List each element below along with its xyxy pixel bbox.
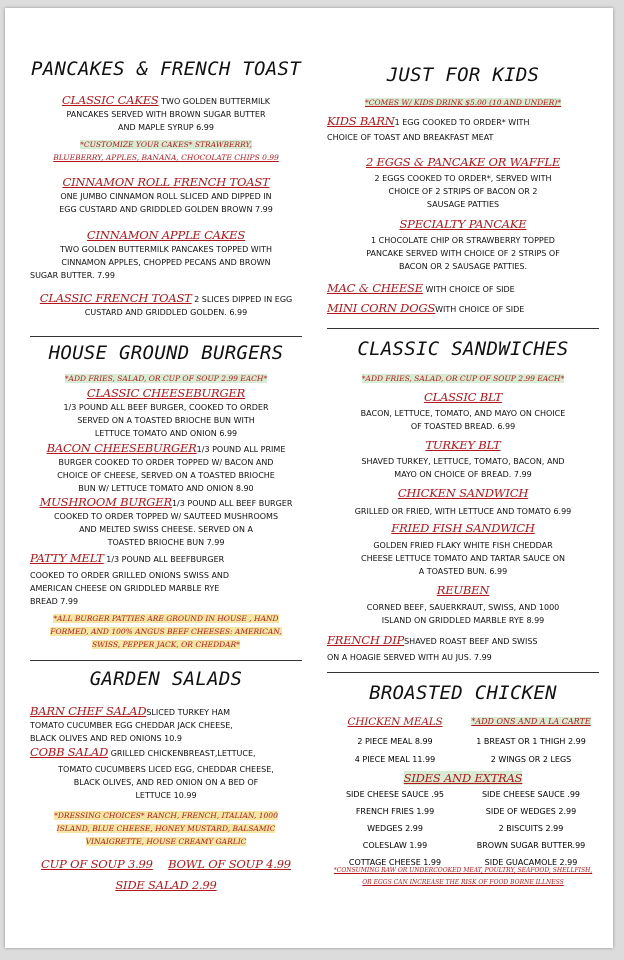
burgers-note-text: *ADD FRIES, SALAD, OR CUP OF SOUP 2.99 EACH* bbox=[64, 374, 268, 383]
addons-label: *ADD ONS AND A LA CARTE bbox=[471, 717, 591, 726]
burgers-note bbox=[30, 372, 302, 385]
dressing-note-line: ISLAND, BLUE CHEESE, HONEY MUSTARD, BALSAMIC bbox=[56, 824, 276, 833]
side-item: SIDE GUACAMOLE 2.99 bbox=[484, 858, 578, 867]
specialty-pancake-desc: 1 CHOCOLATE CHIP OR STRAWBERRY TOPPED bbox=[371, 236, 555, 245]
cinnamon-roll-name: CINNAMON ROLL FRENCH TOAST bbox=[62, 175, 270, 189]
divider bbox=[30, 660, 302, 661]
soup-row bbox=[30, 856, 302, 874]
reuben-item bbox=[327, 584, 599, 627]
cobb-salad-desc: TOMATO CUCUMBERS LICED EGG, CHEDDAR CHEESE, bbox=[58, 765, 274, 774]
cinnamon-roll-desc: ONE JUMBO CINNAMON ROLL SLICED AND DIPPED IN bbox=[60, 192, 272, 201]
classic-blt-price: OF TOASTED BREAD. 6.99 bbox=[410, 422, 516, 431]
side-item: 2 BISCUITS 2.99 bbox=[498, 824, 564, 833]
mushroom-burger-desc: COOKED TO ORDER TOPPED W/ SAUTEED MUSHROOMS bbox=[53, 512, 279, 521]
mac-cheese-desc: WITH CHOICE OF SIDE bbox=[425, 285, 515, 294]
cinnamon-apple-desc: TWO GOLDEN BUTTERMILK PANCAKES TOPPED WITH bbox=[60, 245, 272, 254]
four-piece-meal: 4 PIECE MEAL 11.99 bbox=[354, 755, 436, 764]
cinnamon-apple-name: CINNAMON APPLE CAKES bbox=[86, 228, 246, 242]
sides-label-row bbox=[327, 770, 599, 788]
side-item: COTTAGE CHEESE 1.99 bbox=[348, 858, 442, 867]
patty-melt-name: PATTY MELT bbox=[30, 551, 104, 565]
cinnamon-apple-item bbox=[30, 229, 302, 282]
classic-blt-desc: BACON, LETTUCE, TOMATO, AND MAYO ON CHOICE bbox=[360, 409, 566, 418]
food-warning-line: OR EGGS CAN INCREASE THE RISK OF FOOD BORNE ILLNESS bbox=[362, 879, 564, 886]
chicken-grid bbox=[327, 714, 599, 766]
divider bbox=[327, 328, 599, 329]
fish-sandwich-price: A TOASTED BUN. 6.99 bbox=[418, 567, 508, 576]
patty-melt-desc: COOKED TO ORDER GRILLED ONIONS SWISS AND bbox=[30, 571, 230, 580]
cobb-salad-name: COBB SALAD bbox=[30, 745, 109, 759]
salads-title: GARDEN SALADS bbox=[89, 668, 243, 690]
dressing-note-line: *DRESSING CHOICES* RANCH, FRENCH, ITALIAN, 1000 bbox=[54, 811, 278, 820]
breast-or-thigh: 1 BREAST OR 1 THIGH 2.99 bbox=[476, 737, 586, 746]
bacon-cheeseburger-desc: CHOICE OF CHEESE, SERVED ON A TOASTED BRIOCHE bbox=[57, 471, 275, 480]
mini-corn-dogs-item bbox=[327, 300, 599, 318]
specialty-pancake-item bbox=[327, 218, 599, 273]
reuben-desc: CORNED BEEF, SAUERKRAUT, SWISS, AND 1000 bbox=[366, 603, 560, 612]
patty-melt-desc: 1/3 POUND ALL BEEFBURGER bbox=[106, 555, 225, 564]
bowl-of-soup: BOWL OF SOUP 4.99 bbox=[168, 857, 291, 871]
mini-corn-dogs-name: MINI CORN DOGS bbox=[327, 301, 436, 315]
mac-cheese-name: MAC & CHEESE bbox=[327, 281, 423, 295]
classic-cheeseburger-price: LETTUCE TOMATO AND ONION 6.99 bbox=[94, 429, 238, 438]
side-item: SIDE CHEESE SAUCE .95 bbox=[345, 790, 445, 799]
burger-footer-line: SWISS, PEPPER JACK, OR CHEDDAR* bbox=[92, 640, 240, 649]
side-salad: SIDE SALAD 2.99 bbox=[115, 878, 217, 892]
patty-melt-price: BREAD 7.99 bbox=[30, 597, 79, 606]
burger-footer-line: *ALL BURGER PATTIES ARE GROUND IN HOUSE , HAND bbox=[53, 614, 279, 623]
bacon-cheeseburger-desc: BURGER COOKED TO ORDER TOPPED W/ BACON AND bbox=[58, 458, 274, 467]
customize-note bbox=[30, 138, 302, 164]
chicken-sandwich-name: CHICKEN SANDWICH bbox=[397, 486, 529, 500]
bacon-cheeseburger-price: BUN W/ LETTUCE TOMATO AND ONION 8.90 bbox=[78, 484, 254, 493]
side-item: COLESLAW 1.99 bbox=[362, 841, 428, 850]
french-dip-item bbox=[327, 634, 599, 664]
side-item: SIDE CHEESE SAUCE .99 bbox=[481, 790, 581, 799]
sides-grid bbox=[327, 788, 599, 869]
classic-cheeseburger-desc: SERVED ON A TOASTED BRIOCHE BUN WITH bbox=[77, 416, 255, 425]
divider bbox=[327, 672, 599, 673]
barn-chef-salad-price: BLACK OLIVES AND RED ONIONS 10.9 bbox=[30, 734, 182, 743]
side-salad-row bbox=[30, 877, 302, 895]
eggs-pancake-item bbox=[327, 156, 599, 211]
cup-of-soup: CUP OF SOUP 3.99 bbox=[41, 857, 153, 871]
burgers-title: HOUSE GROUND BURGERS bbox=[48, 342, 284, 364]
burger-footer-line: FORMED, AND 100% ANGUS BEEF CHEESES: AMERICAN, bbox=[50, 627, 282, 636]
barn-chef-salad-item bbox=[30, 705, 302, 745]
sandwiches-note-text: *ADD FRIES, SALAD, OR CUP OF SOUP 2.99 EACH* bbox=[361, 374, 565, 383]
side-item: BROWN SUGAR BUTTER.99 bbox=[476, 841, 586, 850]
cinnamon-roll-desc: EGG CUSTARD AND GRIDDLED GOLDEN BROWN 7.99 bbox=[59, 205, 273, 214]
mini-corn-dogs-desc: WITH CHOICE OF SIDE bbox=[435, 305, 525, 314]
kids-note-text: *COMES W/ KIDS DRINK $5.00 (10 AND UNDER)* bbox=[365, 98, 561, 107]
french-dip-price: ON A HOAGIE SERVED WITH AU JUS. 7.99 bbox=[327, 653, 492, 662]
two-piece-meal: 2 PIECE MEAL 8.99 bbox=[357, 737, 433, 746]
fish-sandwich-desc: GOLDEN FRIED FLAKY WHITE FISH CHEDDAR bbox=[373, 541, 553, 550]
classic-cheeseburger-name: CLASSIC CHEESEBURGER bbox=[86, 386, 246, 400]
mushroom-burger-desc: 1/3 POUND ALL BEEF BURGER bbox=[171, 499, 293, 508]
wings-or-legs: 2 WINGS OR 2 LEGS bbox=[490, 755, 572, 764]
classic-cakes-price: AND MAPLE SYRUP 6.99 bbox=[118, 123, 214, 132]
french-toast-item bbox=[30, 292, 302, 319]
fish-sandwich-item bbox=[327, 522, 599, 578]
cobb-salad-desc: BLACK OLIVES, AND RED ONION ON A BED OF bbox=[73, 778, 259, 787]
food-warning-line: *CONSUMING RAW OR UNDERCOOKED MEAT, POULTRY, SEAFOOD, SHELLFISH, bbox=[333, 867, 593, 874]
bacon-cheeseburger-desc: 1/3 POUND ALL PRIME bbox=[196, 445, 286, 454]
mac-cheese-item bbox=[327, 280, 599, 298]
eggs-pancake-desc: 2 EGGS COOKED TO ORDER*, SERVED WITH bbox=[374, 174, 552, 183]
side-item: WEDGES 2.99 bbox=[367, 824, 423, 833]
chicken-sandwich-item bbox=[327, 487, 599, 518]
classic-cakes-name: CLASSIC CAKES bbox=[61, 93, 159, 107]
sandwiches-title: CLASSIC SANDWICHES bbox=[357, 338, 569, 360]
cobb-salad-price: LETTUCE 10.99 bbox=[135, 791, 197, 800]
patty-melt-item bbox=[30, 552, 302, 608]
side-item: SIDE OF WEDGES 2.99 bbox=[485, 807, 577, 816]
sides-extras-label: SIDES AND EXTRAS bbox=[403, 771, 523, 785]
customize-note-line: *CUSTOMIZE YOUR CAKES* STRAWBERRY, bbox=[80, 140, 252, 149]
bacon-cheeseburger-item bbox=[30, 442, 302, 495]
divider bbox=[30, 336, 302, 337]
eggs-pancake-desc: CHOICE OF 2 STRIPS OF BACON OR 2 bbox=[388, 187, 538, 196]
fish-sandwich-desc: CHEESE LETTUCE TOMATO AND TARTAR SAUCE ON bbox=[361, 554, 565, 563]
mushroom-burger-name: MUSHROOM BURGER bbox=[39, 495, 172, 509]
reuben-price: ISLAND ON GRIDDLED MARBLE RYE 8.99 bbox=[381, 616, 545, 625]
turkey-blt-price: MAYO ON CHOICE OF BREAD. 7.99 bbox=[394, 470, 532, 479]
bacon-cheeseburger-name: BACON CHEESEBURGER bbox=[46, 441, 197, 455]
turkey-blt-desc: SHAVED TURKEY, LETTUCE, TOMATO, BACON, AND bbox=[361, 457, 565, 466]
classic-cakes-desc: PANCAKES SERVED WITH BROWN SUGAR BUTTER bbox=[66, 110, 266, 119]
classic-cakes-desc: TWO GOLDEN BUTTERMILK bbox=[161, 97, 271, 106]
dressing-note-line: VINAIGRETTE, HOUSE CREAMY GARLIC bbox=[85, 837, 247, 846]
reuben-name: REUBEN bbox=[436, 583, 490, 597]
kids-barn-item bbox=[327, 115, 599, 144]
french-dip-desc: SHAVED ROAST BEEF AND SWISS bbox=[404, 637, 538, 646]
cinnamon-roll-item bbox=[30, 176, 302, 216]
mushroom-burger-desc: AND MELTED SWISS CHEESE. SERVED ON A bbox=[79, 525, 253, 534]
specialty-pancake-name: SPECIALTY PANCAKE bbox=[399, 217, 527, 231]
barn-chef-salad-desc: SLICED TURKEY HAM bbox=[146, 708, 231, 717]
pancakes-title: PANCAKES & FRENCH TOAST bbox=[31, 58, 301, 80]
kids-note bbox=[327, 96, 599, 109]
french-toast-desc: 2 SLICES DIPPED IN EGG bbox=[194, 295, 293, 304]
sandwiches-note bbox=[327, 372, 599, 385]
food-warning bbox=[327, 864, 599, 888]
patty-melt-desc: AMERICAN CHEESE ON GRIDDLED MARBLE RYE bbox=[30, 584, 220, 593]
chicken-sandwich-desc: GRILLED OR FRIED, WITH LETTUCE AND TOMATO 6.99 bbox=[354, 507, 572, 516]
classic-blt-item bbox=[327, 391, 599, 433]
fish-sandwich-name: FRIED FISH SANDWICH bbox=[391, 521, 535, 535]
classic-cheeseburger-desc: 1/3 POUND ALL BEEF BURGER, COOKED TO ORDER bbox=[63, 403, 269, 412]
french-toast-name: CLASSIC FRENCH TOAST bbox=[39, 291, 192, 305]
kids-title: JUST FOR KIDS bbox=[386, 64, 540, 86]
french-toast-price: CUSTARD AND GRIDDLED GOLDEN. 6.99 bbox=[84, 308, 248, 317]
menu-page bbox=[5, 8, 613, 948]
broasted-chicken-title: BROASTED CHICKEN bbox=[369, 682, 557, 704]
dressing-note bbox=[30, 809, 302, 848]
kids-barn-name: KIDS BARN bbox=[327, 114, 395, 128]
turkey-blt-item bbox=[327, 439, 599, 481]
side-item: FRENCH FRIES 1.99 bbox=[355, 807, 435, 816]
french-dip-name: FRENCH DIP bbox=[327, 633, 405, 647]
eggs-pancake-name: 2 EGGS & PANCAKE OR WAFFLE bbox=[365, 155, 561, 169]
mushroom-burger-price: TOASTED BRIOCHE BUN 7.99 bbox=[107, 538, 225, 547]
cobb-salad-desc: GRILLED CHICKENBREAST,LETTUCE, bbox=[110, 749, 256, 758]
classic-cheeseburger-item bbox=[30, 387, 302, 440]
cinnamon-apple-desc: CINNAMON APPLES, CHOPPED PECANS AND BROWN bbox=[61, 258, 271, 267]
barn-chef-salad-name: BARN CHEF SALAD bbox=[30, 704, 147, 718]
cobb-salad-item bbox=[30, 746, 302, 802]
specialty-pancake-desc: BACON OR 2 SAUSAGE PATTIES. bbox=[398, 262, 527, 271]
customize-note-line: BLUEBERRY, APPLES, BANANA, CHOCOLATE CHIPS 0.99 bbox=[53, 153, 279, 162]
chicken-meals-label: CHICKEN MEALS bbox=[347, 716, 443, 728]
barn-chef-salad-desc: TOMATO CUCUMBER EGG CHEDDAR JACK CHEESE, bbox=[30, 721, 233, 730]
kids-barn-desc: CHOICE OF TOAST AND BREAKFAST MEAT bbox=[327, 133, 494, 142]
turkey-blt-name: TURKEY BLT bbox=[425, 438, 501, 452]
kids-barn-desc: 1 EGG COOKED TO ORDER* WITH bbox=[394, 118, 530, 127]
burger-footer-note bbox=[30, 612, 302, 651]
classic-blt-name: CLASSIC BLT bbox=[424, 390, 502, 404]
classic-cakes-item bbox=[30, 94, 302, 134]
mushroom-burger-item bbox=[30, 496, 302, 549]
specialty-pancake-desc: PANCAKE SERVED WITH CHOICE OF 2 STRIPS OF bbox=[366, 249, 560, 258]
eggs-pancake-desc: SAUSAGE PATTIES bbox=[426, 200, 500, 209]
cinnamon-apple-price: SUGAR BUTTER. 7.99 bbox=[30, 271, 115, 280]
